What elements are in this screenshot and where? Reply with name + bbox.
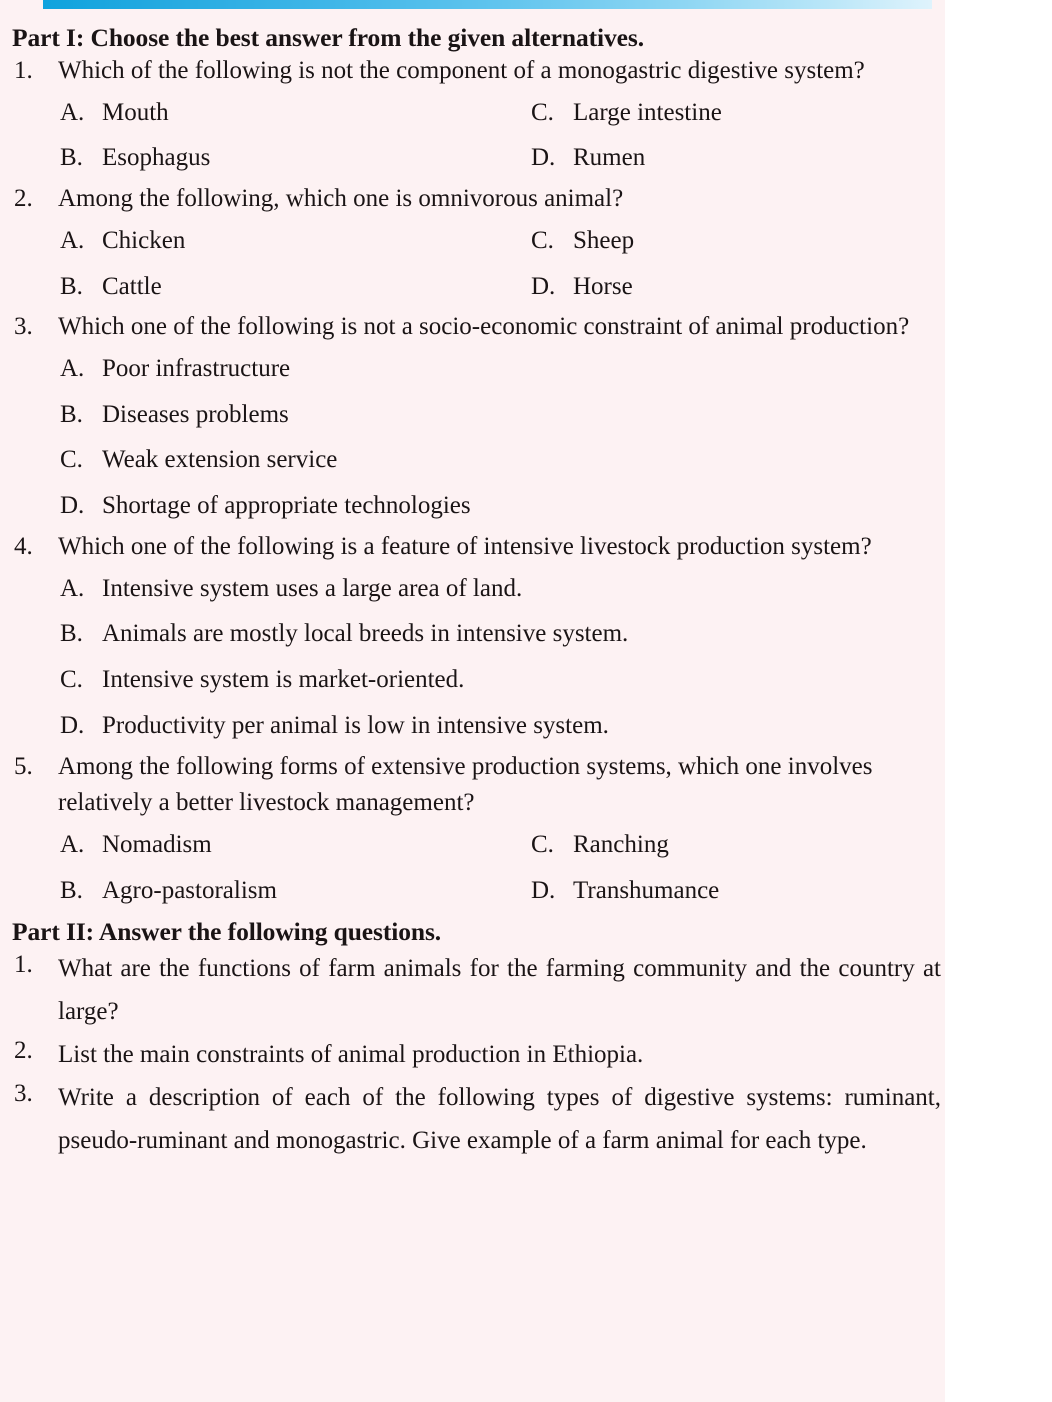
question-number: 3.: [14, 313, 33, 341]
option-block: [0, 566, 945, 749]
question-row: [0, 309, 945, 346]
option-letter: C.: [531, 98, 554, 126]
option-block: [0, 90, 945, 182]
question-text: Which of the following is not the component of a monogastric digestive system?: [58, 57, 865, 85]
option-letter: A.: [60, 574, 85, 602]
option-letter: A.: [60, 354, 85, 382]
option-label: Poor infrastructure: [102, 354, 291, 382]
option-block: [0, 822, 945, 914]
option-item[interactable]: [531, 822, 941, 868]
option-item[interactable]: [60, 90, 531, 136]
option-item[interactable]: [60, 392, 941, 438]
option-item[interactable]: [60, 566, 941, 612]
question-row: [0, 53, 945, 90]
option-letter: D.: [531, 272, 556, 300]
option-label: Animals are mostly local breeds in intensive system.: [102, 620, 629, 648]
option-label: Nomadism: [102, 830, 212, 858]
option-item[interactable]: [60, 611, 941, 657]
option-letter: C.: [531, 226, 554, 254]
option-letter: D.: [531, 876, 556, 904]
option-label: Esophagus: [102, 144, 211, 172]
option-letter: B.: [60, 272, 83, 300]
option-item[interactable]: [60, 483, 941, 529]
option-letter: B.: [60, 400, 83, 428]
option-label: Mouth: [102, 98, 169, 126]
option-item[interactable]: [531, 868, 941, 914]
question-row: [0, 947, 945, 1033]
option-item[interactable]: [60, 868, 531, 914]
option-label: Intensive system uses a large area of land.: [102, 574, 523, 602]
option-item[interactable]: [60, 135, 531, 181]
question-row: [0, 1076, 945, 1162]
option-label: Diseases problems: [102, 400, 289, 428]
option-letter: D.: [531, 144, 556, 172]
question-number: 3.: [14, 1080, 33, 1108]
option-label: Rumen: [573, 144, 646, 172]
option-letter: C.: [60, 666, 83, 694]
option-item[interactable]: [60, 657, 941, 703]
question-number: 4.: [14, 532, 33, 560]
part-2-heading: Part II: Answer the following questions.: [12, 917, 442, 947]
option-label: Shortage of appropriate technologies: [102, 492, 471, 520]
question-row: [0, 1033, 945, 1076]
question-text: What are the functions of farm animals for the farming community and the country at large?: [58, 955, 941, 1026]
option-item[interactable]: [60, 218, 531, 264]
option-letter: A.: [60, 830, 85, 858]
option-item[interactable]: [531, 264, 941, 310]
option-block: [0, 218, 945, 310]
option-item[interactable]: [531, 218, 941, 264]
option-letter: A.: [60, 226, 85, 254]
question-row: [0, 181, 945, 218]
option-letter: C.: [60, 446, 83, 474]
question-text: Which one of the following is not a socio-economic constraint of animal production?: [58, 313, 910, 341]
option-item[interactable]: [60, 346, 941, 392]
option-item[interactable]: [531, 135, 941, 181]
option-label: Cattle: [102, 272, 162, 300]
option-label: Productivity per animal is low in intensive system.: [102, 711, 609, 739]
question-number: 5.: [14, 752, 33, 780]
option-label: Weak extension service: [102, 446, 338, 474]
question-number: 2.: [14, 185, 33, 213]
option-label: Chicken: [102, 226, 186, 254]
option-letter: D.: [60, 711, 85, 739]
question-row: [0, 529, 945, 566]
option-letter: B.: [60, 620, 83, 648]
option-label: Intensive system is market-oriented.: [102, 666, 465, 694]
part-1-heading: Part I: Choose the best answer from the given alternatives.: [12, 23, 644, 52]
question-text: List the main constraints of animal production in Ethiopia.: [58, 1041, 644, 1069]
option-label: Transhumance: [573, 876, 720, 904]
option-label: Large intestine: [573, 98, 722, 126]
option-label: Sheep: [573, 226, 635, 254]
option-item[interactable]: [531, 90, 941, 136]
option-block: [0, 346, 945, 529]
option-item[interactable]: [60, 822, 531, 868]
option-letter: D.: [60, 492, 85, 520]
option-item[interactable]: [60, 437, 941, 483]
option-item[interactable]: [60, 703, 941, 749]
option-label: Ranching: [573, 830, 669, 858]
option-label: Horse: [573, 272, 633, 300]
option-letter: A.: [60, 98, 85, 126]
question-number: 1.: [14, 951, 33, 979]
option-letter: B.: [60, 144, 83, 172]
option-label: Agro-pastoralism: [102, 876, 277, 904]
question-text: Write a description of each of the following types of digestive systems: ruminant, pseudo-ruminant and monogastric. Give example of a farm animal for each type.: [58, 1084, 941, 1155]
question-text: Among the following forms of extensive production systems, which one involves relatively a better livestock management?: [58, 752, 873, 817]
option-item[interactable]: [60, 264, 531, 310]
question-number: 1.: [14, 57, 33, 85]
question-text: Which one of the following is a feature of intensive livestock production system?: [58, 532, 872, 560]
option-letter: C.: [531, 830, 554, 858]
question-number: 2.: [14, 1037, 33, 1065]
question-row: [0, 749, 945, 822]
option-letter: B.: [60, 876, 83, 904]
question-text: Among the following, which one is omnivorous animal?: [58, 185, 624, 213]
